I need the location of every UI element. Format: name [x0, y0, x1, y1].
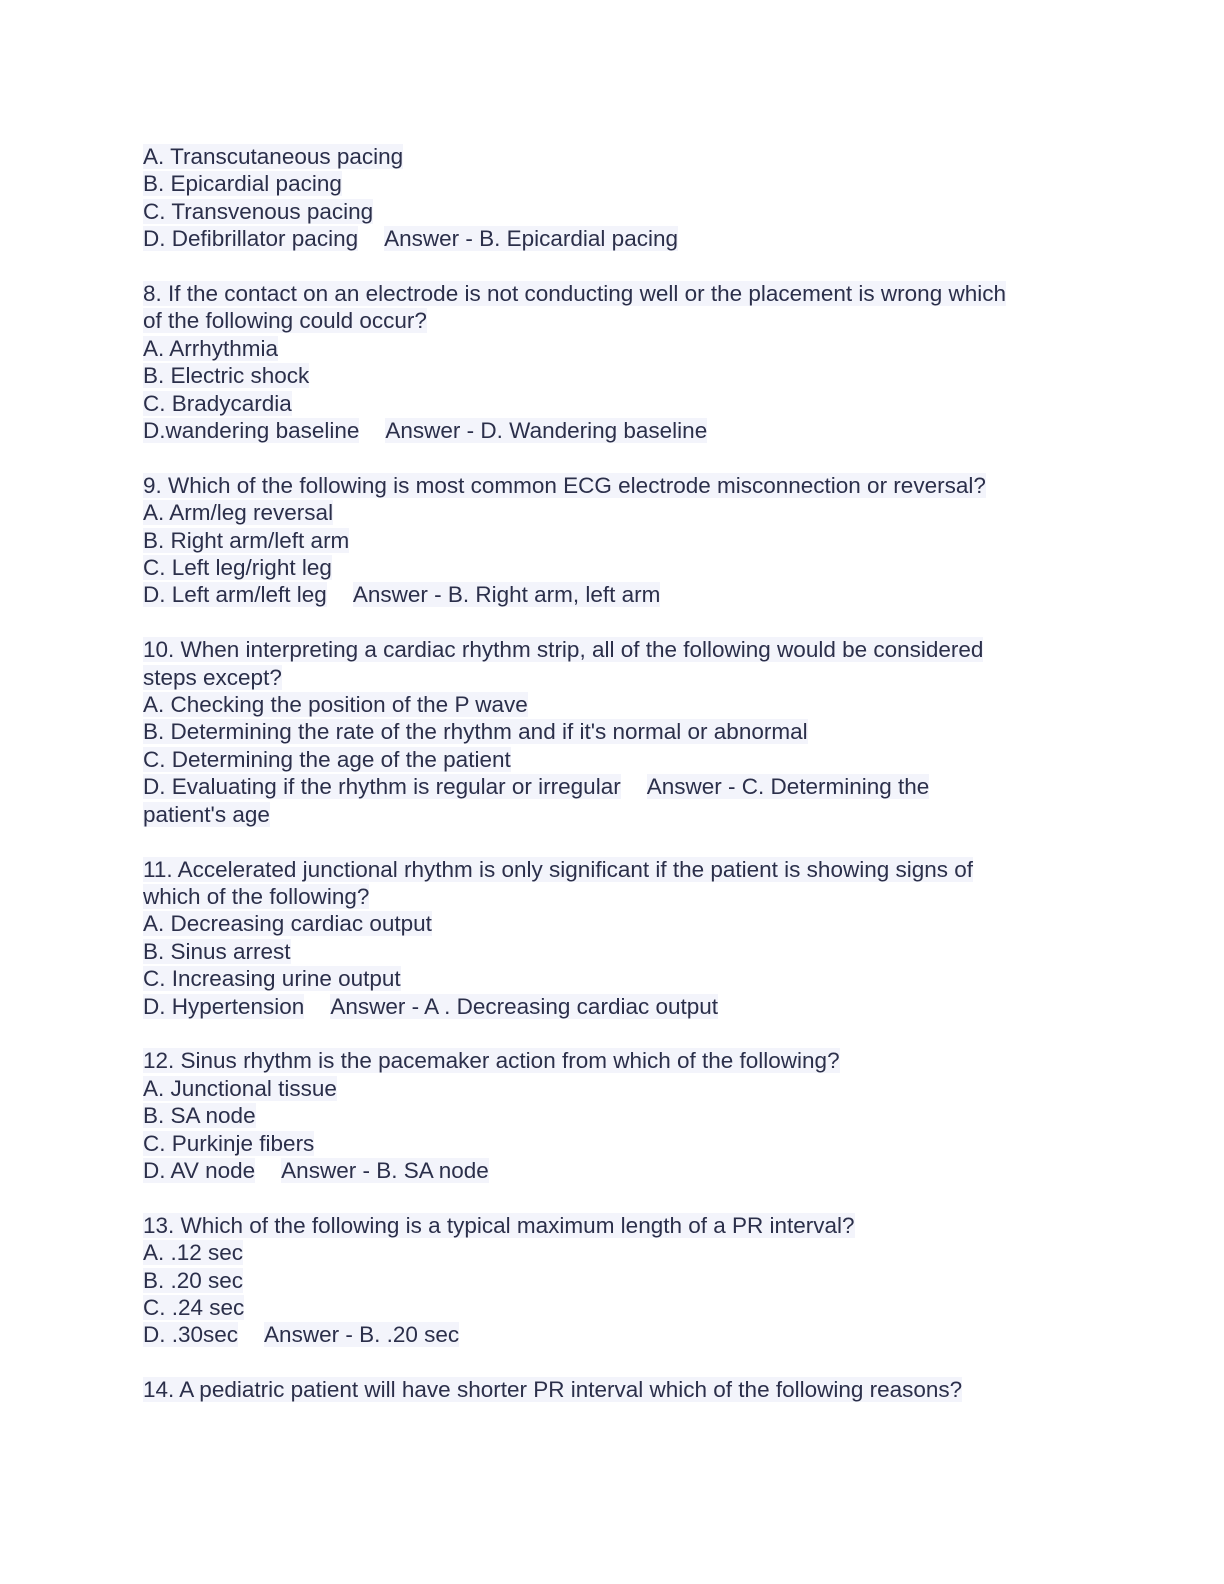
option-d: D. Evaluating if the rhythm is regular or irregular — [143, 774, 621, 800]
spacer — [143, 1020, 1083, 1047]
option-a: A. Checking the position of the P wave — [143, 692, 528, 718]
option-b: B. Right arm/left arm — [143, 527, 350, 553]
question-11-block — [143, 856, 1083, 1020]
option-b: B. Sinus arrest — [143, 938, 291, 964]
answer-text-continued: patient's age — [143, 801, 270, 827]
option-d: D. Hypertension — [143, 993, 305, 1019]
question-text: 12. Sinus rhythm is the pacemaker action from which of the following? — [143, 1048, 840, 1074]
option-a: A. Transcutaneous pacing — [143, 144, 404, 169]
option-b: B. .20 sec — [143, 1267, 244, 1293]
spacer — [143, 253, 1083, 280]
document-page — [143, 143, 1083, 1404]
spacer — [143, 444, 1083, 471]
answer-text: Answer - B. .20 sec — [264, 1322, 460, 1348]
spacer — [143, 1349, 1083, 1376]
question-14-block — [143, 1376, 1083, 1403]
option-b: B. Determining the rate of the rhythm and if it's normal or abnormal — [143, 719, 808, 745]
option-b: B. Electric shock — [143, 363, 310, 389]
option-d: D. Defibrillator pacing — [143, 226, 359, 252]
option-c: C. Transvenous pacing — [143, 198, 374, 224]
question-text: 9. Which of the following is most common ECG electrode misconnection or reversal? — [143, 472, 986, 498]
answer-text: Answer - B. SA node — [281, 1157, 489, 1183]
question-12-block — [143, 1047, 1083, 1184]
question-13-block — [143, 1212, 1083, 1349]
spacer — [143, 609, 1083, 636]
question-text: 11. Accelerated junctional rhythm is only significant if the patient is showing signs of — [143, 856, 974, 882]
question-text: of the following could occur? — [143, 308, 427, 334]
question-text: 8. If the contact on an electrode is not conducting well or the placement is wrong which — [143, 281, 1006, 307]
option-b: B. SA node — [143, 1103, 256, 1129]
question-10-block — [143, 636, 1083, 828]
option-a: A. Decreasing cardiac output — [143, 911, 432, 937]
option-a: A. Arrhythmia — [143, 335, 279, 361]
option-c: C. Increasing urine output — [143, 966, 401, 992]
option-a: A. Arm/leg reversal — [143, 500, 334, 526]
question-text: 14. A pediatric patient will have shorter PR interval which of the following reasons? — [143, 1377, 963, 1403]
spacer — [143, 1184, 1083, 1211]
option-c: C. Bradycardia — [143, 390, 292, 416]
question-8-block — [143, 280, 1083, 444]
option-d: D.wandering baseline — [143, 418, 360, 444]
question-text: steps except? — [143, 664, 282, 690]
spacer — [143, 828, 1083, 855]
answer-text: Answer - C. Determining the — [646, 774, 930, 800]
question-text: which of the following? — [143, 883, 370, 909]
answer-text: Answer - B. Right arm, left arm — [352, 582, 661, 608]
option-c: C. .24 sec — [143, 1294, 245, 1320]
option-a: A. .12 sec — [143, 1240, 244, 1266]
answer-text: Answer - A . Decreasing cardiac output — [330, 993, 719, 1019]
option-d: D. AV node — [143, 1157, 256, 1183]
question-text: 10. When interpreting a cardiac rhythm strip, all of the following would be considered — [143, 637, 984, 663]
option-b: B. Epicardial pacing — [143, 171, 342, 197]
option-d: D. .30sec — [143, 1322, 239, 1348]
answer-text: Answer - B. Epicardial pacing — [384, 226, 678, 252]
option-d: D. Left arm/left leg — [143, 582, 327, 608]
answer-text: Answer - D. Wandering baseline — [385, 418, 708, 444]
option-c: C. Purkinje fibers — [143, 1130, 315, 1156]
question-9-block — [143, 472, 1083, 609]
option-c: C. Left leg/right leg — [143, 555, 332, 581]
question-7-block — [143, 143, 1083, 253]
option-c: C. Determining the age of the patient — [143, 746, 511, 772]
question-text: 13. Which of the following is a typical maximum length of a PR interval? — [143, 1212, 855, 1238]
option-a: A. Junctional tissue — [143, 1075, 337, 1101]
